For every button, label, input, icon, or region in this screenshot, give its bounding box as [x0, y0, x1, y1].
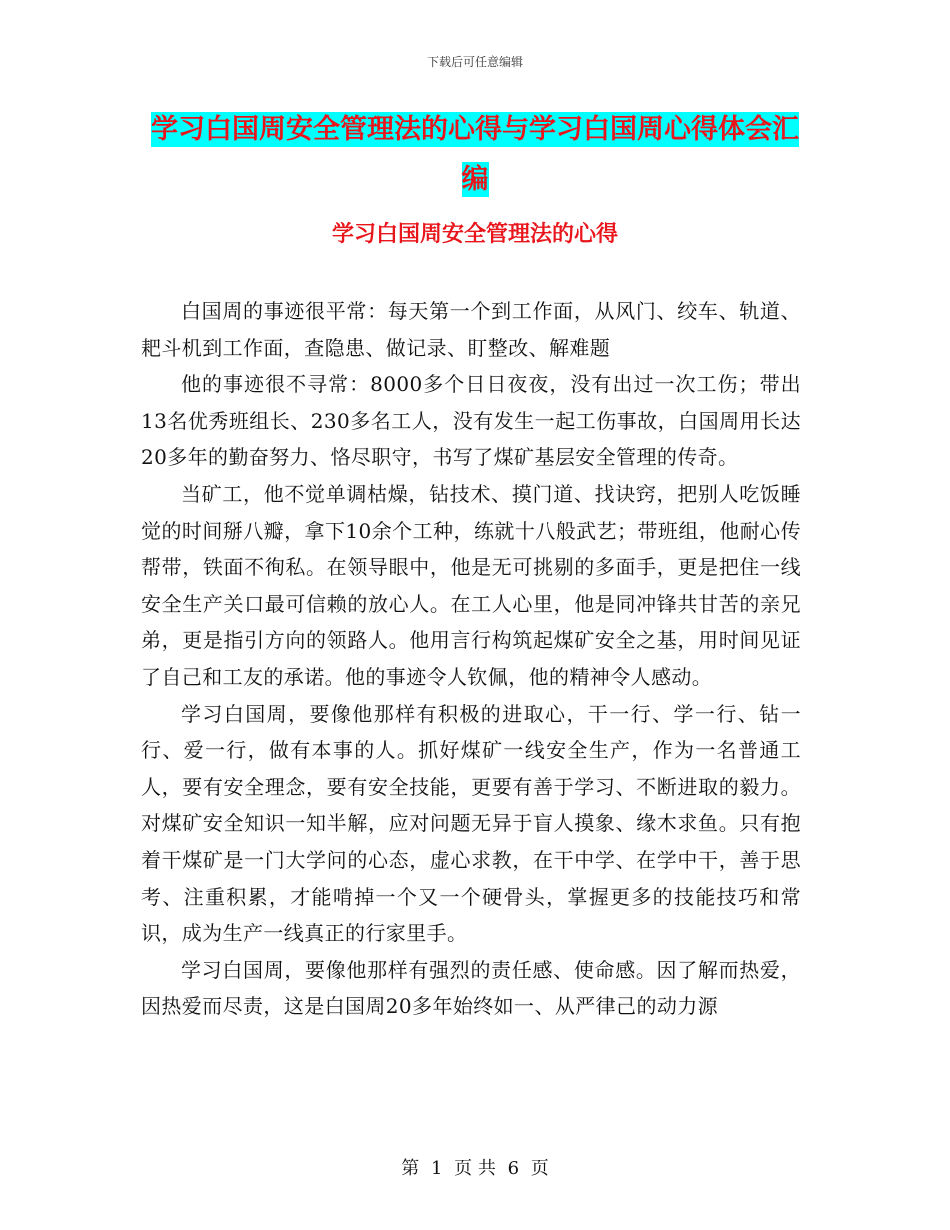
- total-page-count: 6: [507, 1158, 520, 1179]
- paragraph: 他的事迹很不寻常：8000多个日日夜夜，没有出过一次工伤；带出13名优秀班组长、230多名工人，没有发生一起工伤事故，白国周用长达20多年的勤奋努力、恪尽职守，书写了煤矿基层安全管理的传奇。: [141, 372, 801, 470]
- paragraph: 学习白国周，要像他那样有积极的进取心，干一行、学一行、钻一行、爱一行，做有本事的人。抓好煤矿一线安全生产，作为一名普通工人，要有安全理念，要有安全技能，更要有善于学习、不断进取的毅力。对煤矿安全知识一知半解，应对问题无异于盲人摸象、缘木求鱼。只有抱着干煤矿是一门大学问的心态，虚心求教，在干中学、在学中干，善于思考、注重积累，才能啃掉一个又一个硬骨头，掌握更多的技能技巧和常识，成为生产一线真正的行家里手。: [141, 701, 801, 946]
- section-title: 学习白国周安全管理法的心得: [331, 222, 618, 247]
- document-title-text: 学习白国周安全管理法的心得与学习白国周心得体会汇编: [151, 114, 799, 195]
- page-header-note: 下载后可任意编辑: [426, 55, 523, 69]
- footer-prefix: 第: [401, 1158, 420, 1179]
- paragraph: 当矿工，他不觉单调枯燥，钻技术、摸门道、找诀窍，把别人吃饭睡觉的时间掰八瓣，拿下10余个工种，练就十八般武艺；带班组，他耐心传帮带，铁面不徇私。在领导眼中，他是无可挑剔的多面手，更是把住一线安全生产关口最可信赖的放心人。在工人心里，他是同冲锋共甘苦的亲兄弟，更是指引方向的领路人。他用言行构筑起煤矿安全之基，用时间见证了自己和工友的承诺。他的事迹令人钦佩，他的精神令人感动。: [141, 481, 801, 689]
- page-footer: [0, 1154, 950, 1180]
- paragraph: 白国周的事迹很平常：每天第一个到工作面，从风门、绞车、轨道、耙斗机到工作面，查隐患、做记录、盯整改、解难题: [141, 299, 801, 360]
- document-body: [141, 293, 801, 1025]
- footer-suffix: 页: [530, 1158, 549, 1179]
- document-title: [140, 105, 810, 205]
- current-page-number: 1: [430, 1158, 443, 1179]
- footer-middle: 页 共: [454, 1158, 496, 1179]
- paragraph: 学习白国周，要像他那样有强烈的责任感、使命感。因了解而热爱，因热爱而尽责，这是白国周20多年始终如一、从严律己的动力源: [141, 957, 801, 1019]
